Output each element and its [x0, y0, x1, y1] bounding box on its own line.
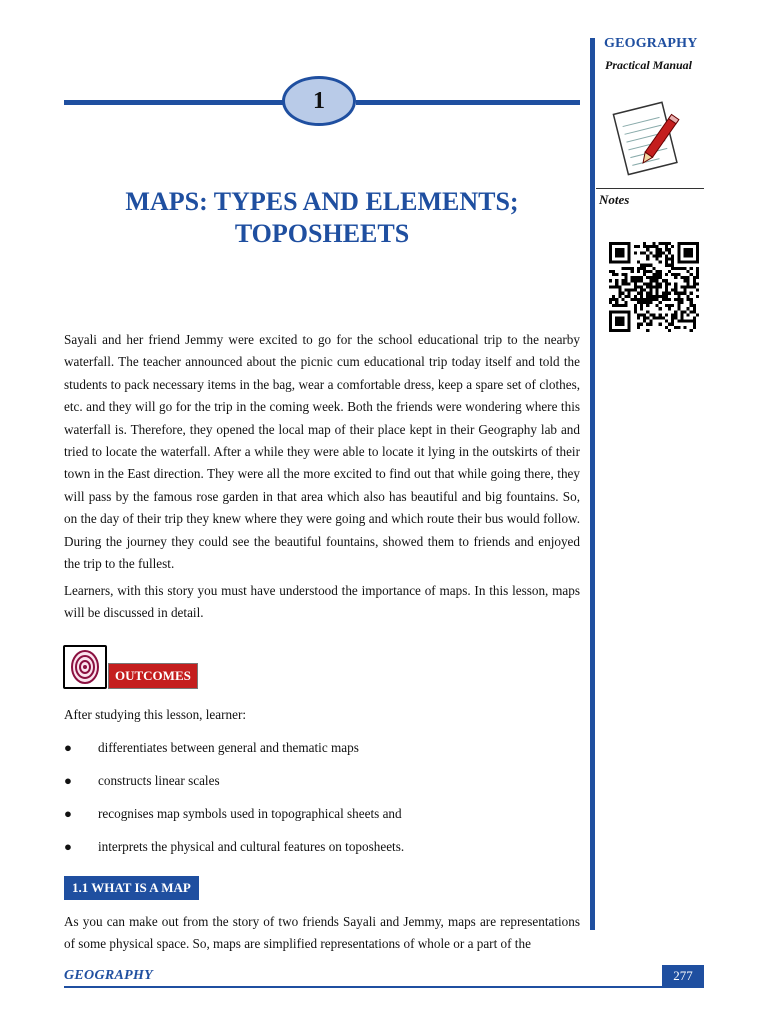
- chapter-rule-left: [64, 100, 283, 105]
- footer-rule: [64, 986, 704, 988]
- intro-paragraph: Sayali and her friend Jemmy were excited to go for the school educational trip to the nearby waterfall. The teacher announced about the picnic cum educational trip today itself and told the students to pack necessary items in the bag, wear a comfortable dress, keep a spare set of clothes, etc. and they will go for the trip in the coming week. Both the friends were wondering where this waterfall is. Therefore, they opened the local map of their place kept in their Geography lab and tried to locate the waterfall. After a while they were able to locate it lying in the outskirts of their town in the East direction. They were all the more excited to find out that while going there, they will pass by the famous rose garden in that area which also has beautiful and big fountains. So, on the day of their trip they knew where they were going and which route their bus would follow. During the journey they could see the beautiful fountains, showed them to friends and enjoyed the trip to the fullest.: [64, 332, 580, 572]
- page-number: 277: [662, 965, 704, 987]
- bullet-icon: ●: [64, 806, 72, 821]
- outcomes-intro: After studying this lesson, learner:: [64, 707, 247, 722]
- notebook-pencil-icon: [610, 96, 692, 178]
- notes-label: Notes: [599, 192, 630, 207]
- list-item-text: interprets the physical and cultural features on toposheets.: [98, 839, 405, 854]
- qr-code-icon: [609, 242, 699, 332]
- outcomes-label: OUTCOMES: [108, 663, 198, 689]
- header-subject: GEOGRAPHY: [604, 36, 698, 51]
- notes-divider: [596, 188, 704, 189]
- chapter-title-line2: TOPOSHEETS: [234, 219, 410, 248]
- chapter-title-line1: MAPS: TYPES AND ELEMENTS;: [125, 187, 519, 216]
- section-heading: 1.1 WHAT IS A MAP: [64, 876, 199, 900]
- list-item-text: differentiates between general and thematic maps: [98, 740, 359, 755]
- section-paragraph: As you can make out from the story of two friends Sayali and Jemmy, maps are representations of some physical space. So, maps are simplified representations of whole or a part of the: [64, 914, 580, 952]
- chapter-number-badge: 1: [282, 76, 356, 126]
- target-icon: [63, 645, 107, 689]
- chapter-title: [64, 186, 580, 250]
- list-item-text: constructs linear scales: [98, 773, 220, 788]
- bullet-icon: ●: [64, 740, 72, 755]
- footer-subject: GEOGRAPHY: [64, 968, 154, 983]
- sidebar-divider: [590, 38, 595, 930]
- bullet-icon: ●: [64, 773, 72, 788]
- chapter-rule-right: [356, 100, 580, 105]
- list-item-text: recognises map symbols used in topographical sheets and: [98, 806, 402, 821]
- header-manual: Practical Manual: [605, 58, 693, 72]
- bullet-icon: ●: [64, 839, 72, 854]
- importance-paragraph: Learners, with this story you must have understood the importance of maps. In this lesson, maps will be discussed in detail.: [64, 583, 580, 621]
